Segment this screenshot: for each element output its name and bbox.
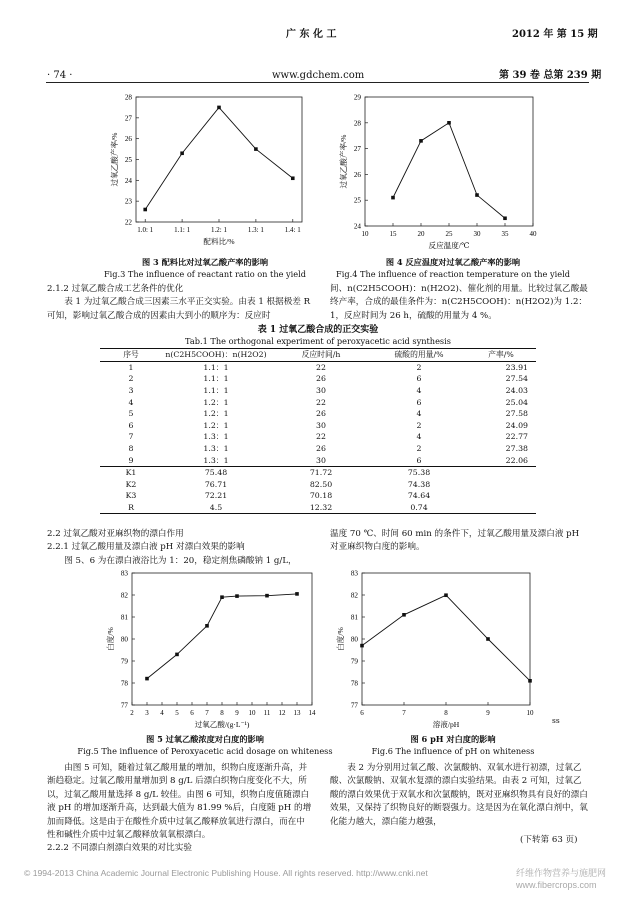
journal-url: www.gdchem.com xyxy=(272,70,365,81)
table-cell: 12.32 xyxy=(309,503,333,513)
table-cell: 2 xyxy=(416,362,422,372)
y-tick-label: 78 xyxy=(350,679,358,688)
y-tick-label: 81 xyxy=(350,613,358,622)
series-line xyxy=(393,123,505,218)
x-tick-label: 14 xyxy=(308,709,316,717)
plot-frame xyxy=(132,573,312,705)
table-k-row xyxy=(100,466,536,478)
y-tick-label: 24 xyxy=(353,222,361,231)
table-row xyxy=(100,420,536,432)
y-tick-label: 77 xyxy=(120,701,128,710)
x-tick-label: 3 xyxy=(145,709,149,717)
x-tick-label: 1.1: 1 xyxy=(174,226,191,234)
x-tick-label: 4 xyxy=(160,709,164,717)
table-row xyxy=(100,396,536,408)
table-row xyxy=(100,408,536,420)
ss-mark: ss xyxy=(552,716,560,725)
table-cell: 4 xyxy=(416,432,422,442)
y-tick-label: 80 xyxy=(350,635,358,644)
data-point xyxy=(486,637,490,641)
figure-4-caption-cn: 图 4 反应温度对过氧乙酸产率的影响 xyxy=(385,257,521,267)
table-row xyxy=(100,373,536,385)
figure-4-caption-en: Fig.4 The influence of reaction temperature on the yield xyxy=(336,269,570,279)
data-point xyxy=(419,139,423,143)
series-line xyxy=(145,107,293,209)
table-cell: K3 xyxy=(125,491,137,501)
x-tick-label: 11 xyxy=(263,709,271,717)
right-section-2-2-1: 温度 70 ℃、时间 60 min 的条件下，过氧乙酸用量及漂白液 pH 对亚麻织物白度的影响。 xyxy=(330,529,580,553)
x-tick-label: 1.4: 1 xyxy=(284,226,301,234)
x-tick-label: 1.2: 1 xyxy=(211,226,227,234)
data-point xyxy=(444,593,448,597)
x-tick-label: 6 xyxy=(190,709,194,717)
data-point xyxy=(180,151,184,155)
figure-6-chart xyxy=(332,566,544,736)
table-cell xyxy=(466,466,536,478)
table-cell: 30 xyxy=(316,420,326,430)
data-point xyxy=(235,594,239,598)
continued-note: (下转第 63 页) xyxy=(520,835,578,845)
table-cell: 22 xyxy=(316,362,326,372)
y-tick-label: 83 xyxy=(120,569,128,578)
table-cell: 2 xyxy=(128,374,134,384)
figure-4-caption xyxy=(318,256,588,280)
discussion-paragraph: 由图 5 可知，随着过氧乙酸用量的增加，织物白度逐渐升高，并渐趋稳定。过氧乙酸用量增加到 8 g/L 后漂白织物白度变化不大，所以，过氧乙酸用量选择 8 g/L 较佳。由图 6 可知，织物白度值随漂白液 pH 的增加逐渐升高，达到最大值为 81.99 %后，白度随 pH 的增加而降低。这是由于在酸性介质中过氧乙酸释放氧进行漂白，而在中性和碱性介质中过氧乙酸释放氧氧根漂白。 xyxy=(47,763,312,841)
table-cell: K1 xyxy=(125,468,137,478)
y-tick-label: 79 xyxy=(120,657,128,666)
x-tick-label: 9 xyxy=(486,709,490,717)
x-tick-label: 25 xyxy=(445,230,453,238)
plot-frame xyxy=(136,97,302,222)
table-cell: 27.58 xyxy=(505,409,528,419)
x-axis-label: 溶液/pH xyxy=(432,720,460,729)
data-point xyxy=(145,677,149,681)
table-cell: 6 xyxy=(128,420,134,430)
table-cell: 27.38 xyxy=(505,444,528,454)
table-row xyxy=(100,431,536,443)
table-cell: 1.3：1 xyxy=(203,455,229,465)
figure-6-caption-cn: 图 6 pH 对白度的影响 xyxy=(410,734,496,744)
table-cell: 9 xyxy=(128,455,134,465)
table-cell: 26 xyxy=(316,409,326,419)
data-point xyxy=(447,121,451,125)
left-bottom-text xyxy=(47,762,313,856)
table-1 xyxy=(100,348,536,514)
table-cell: 26 xyxy=(316,374,326,384)
table-cell: 0.74 xyxy=(410,503,428,513)
plot-frame xyxy=(365,97,533,226)
x-tick-label: 13 xyxy=(293,709,301,717)
y-axis-label: 过氧乙酸产率/% xyxy=(339,134,348,189)
table-cell xyxy=(466,479,536,491)
table-header-ratio: n(C2H5COOH)：n(H2O2) xyxy=(165,350,267,360)
table-cell: 4 xyxy=(128,397,134,407)
table-row xyxy=(100,443,536,455)
y-tick-label: 23 xyxy=(124,197,132,206)
table-cell: 1.1：1 xyxy=(203,362,229,372)
table-cell: 6 xyxy=(416,374,422,384)
y-tick-label: 29 xyxy=(353,93,361,102)
section-2-1-2-heading: 2.1.2 过氧乙酸合成工艺条件的优化 xyxy=(47,284,184,294)
data-point xyxy=(291,176,295,180)
section-2-2-2-heading: 2.2.2 不同漂白剂漂白效果的对比实验 xyxy=(47,843,192,854)
x-tick-label: 10 xyxy=(248,709,256,717)
x-tick-label: 8 xyxy=(444,709,448,717)
table-cell: 71.72 xyxy=(309,468,333,478)
table-1-title-cn: 表 1 过氧乙酸合成的正交实验 xyxy=(257,325,379,335)
year-issue: 2012 年 第 15 期 xyxy=(512,29,598,40)
table-cell: 74.38 xyxy=(407,479,431,489)
x-tick-label: 2 xyxy=(130,709,134,717)
data-point xyxy=(528,679,532,683)
table-cell: 76.71 xyxy=(204,479,228,489)
x-tick-label: 30 xyxy=(473,230,481,238)
data-point xyxy=(391,196,395,200)
y-tick-label: 82 xyxy=(120,591,128,600)
table-cell: 1.2：1 xyxy=(203,420,229,430)
table-cell: R xyxy=(128,503,134,513)
data-point xyxy=(295,592,299,596)
figure-6-caption-en: Fig.6 The influence of pH on whiteness xyxy=(371,746,535,756)
y-tick-label: 77 xyxy=(350,701,358,710)
table-row xyxy=(100,385,536,397)
x-tick-label: 1.3: 1 xyxy=(247,226,264,234)
table-2-paragraph: 表 2 为分别用过氧乙酸、次氯酸钠、双氧水进行初漂，过氧乙酸、次氯酸钠、双氧水复漂的漂白实验结果。由表 2 可知，过氧乙酸的漂白效果优于双氧水和次氯酸钠，既对亚麻织物具有良好的漂白效果，又保持了织物良好的断裂强力。这是因为在氧化漂白剂中，氧化能力越大，漂白能力越强， xyxy=(330,763,588,827)
data-point xyxy=(254,147,258,151)
volume-info: 第 39 卷 总第 239 期 xyxy=(499,70,602,81)
table-cell: 6 xyxy=(416,455,422,465)
table-cell: 24.09 xyxy=(505,420,528,430)
table-cell: 1.1：1 xyxy=(203,374,229,384)
figure-5-caption xyxy=(60,733,350,757)
x-tick-label: 40 xyxy=(529,230,537,238)
x-axis-label: 反应温度/℃ xyxy=(428,241,470,250)
series-line xyxy=(147,594,297,679)
table-cell: 22 xyxy=(316,432,326,442)
figure-3-chart xyxy=(98,87,313,255)
x-tick-label: 35 xyxy=(501,230,509,238)
table-cell: 75.48 xyxy=(204,468,228,478)
data-point xyxy=(220,595,224,599)
table-cell: 7 xyxy=(128,432,134,442)
y-tick-label: 80 xyxy=(120,635,128,644)
table-cell: 25.04 xyxy=(505,397,528,407)
y-tick-label: 82 xyxy=(350,591,358,600)
data-point xyxy=(143,208,147,212)
x-tick-label: 1.0: 1 xyxy=(137,226,154,234)
watermark-text: 纤维作物营养与施肥网 xyxy=(516,868,607,878)
y-axis-label: 白度/% xyxy=(106,627,115,651)
x-tick-label: 12 xyxy=(278,709,286,717)
table-cell: 1.1：1 xyxy=(203,386,229,396)
figure-6-caption xyxy=(318,733,588,757)
header-rule xyxy=(46,82,589,83)
y-tick-label: 25 xyxy=(353,196,361,205)
section-2-2-1-body: 图 5、6 为在漂白液浴比为 1：20，稳定剂焦磷酸钠 1 g/L， xyxy=(64,555,297,566)
table-cell: 27.54 xyxy=(505,374,528,384)
right-bottom-text xyxy=(330,762,588,829)
y-tick-label: 25 xyxy=(124,156,132,164)
x-tick-label: 7 xyxy=(205,709,209,717)
table-cell: 75.38 xyxy=(407,468,431,478)
y-tick-label: 79 xyxy=(350,657,358,666)
section-2-1-2 xyxy=(47,283,311,323)
table-cell: 8 xyxy=(128,444,134,454)
table-cell: 1 xyxy=(128,362,134,372)
table-cell: 24.03 xyxy=(505,386,528,396)
x-tick-label: 8 xyxy=(220,709,224,717)
table-cell: 22.77 xyxy=(505,432,528,442)
table-cell xyxy=(466,490,536,502)
data-point xyxy=(175,653,179,657)
table-header-time: 反应时间/h xyxy=(301,350,341,360)
figure-4-chart xyxy=(335,87,550,255)
figure-3-caption-cn: 图 3 配料比对过氧乙酸产率的影响 xyxy=(141,257,269,267)
data-point xyxy=(402,613,406,617)
table-cell: 23.91 xyxy=(505,362,528,372)
data-point xyxy=(360,644,364,648)
table-cell: 2 xyxy=(416,420,422,430)
table-header-acid: 硫酸的用量/% xyxy=(394,350,444,360)
table-cell xyxy=(466,502,536,514)
table-cell: 5 xyxy=(128,409,134,419)
series-line xyxy=(362,595,530,681)
y-tick-label: 26 xyxy=(124,135,132,144)
y-tick-label: 78 xyxy=(120,679,128,688)
y-tick-label: 26 xyxy=(353,170,361,179)
x-tick-label: 20 xyxy=(417,230,425,238)
table-header-yield: 产率/% xyxy=(488,350,514,360)
x-tick-label: 5 xyxy=(175,709,179,717)
table-row xyxy=(100,454,536,466)
x-tick-label: 6 xyxy=(360,709,364,717)
table-cell: 3 xyxy=(128,386,134,396)
table-cell: 30 xyxy=(316,386,326,396)
table-cell: 4 xyxy=(416,386,422,396)
table-cell: 1.2：1 xyxy=(203,397,229,407)
right-column-continued: 间、n(C2H5COOH)：n(H2O2)、催化剂的用量。比较过氧乙酸最终产率，合成的最佳条件为：n(C2H5COOH)：n(H2O2)为 1.2：1，反应时间为 26 h，硫酸的用量为 4 %。 xyxy=(330,284,588,321)
page-number: · 74 · xyxy=(47,70,73,81)
y-tick-label: 27 xyxy=(353,145,361,154)
figure-5-chart xyxy=(96,566,324,736)
x-axis-label: 配料比/% xyxy=(203,237,235,246)
x-tick-label: 7 xyxy=(402,709,406,717)
data-point xyxy=(265,594,269,598)
figure-3-caption xyxy=(70,256,340,280)
table-header-index: 序号 xyxy=(123,350,139,360)
section-2-2 xyxy=(47,528,313,568)
x-tick-label: 10 xyxy=(526,709,534,717)
table-cell: 4 xyxy=(416,409,422,419)
x-tick-label: 10 xyxy=(361,230,369,238)
y-tick-label: 28 xyxy=(124,93,132,102)
table-cell: 74.64 xyxy=(407,491,431,501)
table-cell: 1.2：1 xyxy=(203,409,229,419)
table-cell: 1.3：1 xyxy=(203,432,229,442)
table-cell: 30 xyxy=(316,455,326,465)
table-cell: 4.5 xyxy=(209,503,223,513)
plot-frame xyxy=(362,573,530,705)
table-k-row xyxy=(100,502,536,514)
section-2-2-1-heading: 2.2.1 过氧乙酸用量及漂白液 pH 对漂白效果的影响 xyxy=(47,542,245,553)
copyright-footer: © 1994-2013 China Academic Journal Electronic Publishing House. All rights reserved. http://www.cnki.net xyxy=(24,868,428,878)
data-point xyxy=(217,106,221,110)
table-cell: 6 xyxy=(416,397,422,407)
table-row xyxy=(100,361,536,373)
table-k-row xyxy=(100,479,536,491)
y-tick-label: 81 xyxy=(120,613,128,622)
y-axis-label: 过氧乙酸产率/% xyxy=(110,132,119,187)
y-tick-label: 22 xyxy=(124,218,132,227)
table-cell: 70.18 xyxy=(309,491,333,501)
x-tick-label: 15 xyxy=(389,230,397,238)
table-cell: 26 xyxy=(316,444,326,454)
table-cell: 82.50 xyxy=(309,479,333,489)
x-tick-label: 9 xyxy=(235,709,239,717)
watermark-url: www.fibercrops.com xyxy=(516,880,597,890)
table-1-title xyxy=(100,325,536,347)
y-tick-label: 28 xyxy=(353,119,361,128)
figure-5-caption-en: Fig.5 The influence of Peroxyacetic acid dosage on whiteness xyxy=(77,746,333,756)
table-k-row xyxy=(100,490,536,502)
section-2-2-heading: 2.2 过氧乙酸对亚麻织物的漂白作用 xyxy=(47,529,184,539)
table-cell: 22 xyxy=(316,397,326,407)
data-point xyxy=(205,624,209,628)
orthogonal-table xyxy=(100,348,536,514)
journal-name: 广 东 化 工 xyxy=(286,29,337,40)
data-point xyxy=(503,216,507,220)
table-cell: 2 xyxy=(416,444,422,454)
table-cell: 1.3：1 xyxy=(203,444,229,454)
x-axis-label: 过氧乙酸/(g·L⁻¹) xyxy=(194,720,250,729)
y-axis-label: 白度/% xyxy=(336,627,345,651)
data-point xyxy=(475,193,479,197)
figure-3-caption-en: Fig.3 The influence of reactant ratio on the yield xyxy=(103,269,307,279)
section-2-1-2-body: 表 1 为过氧乙酸合成三因素三水平正交实验。由表 1 根据极差 R 可知，影响过氧乙酸合成的因素由大到小的顺序为：反应时 xyxy=(47,297,311,321)
table-cell: 22.06 xyxy=(505,455,528,465)
y-tick-label: 27 xyxy=(124,114,132,123)
table-1-title-en: Tab.1 The orthogonal experiment of peroxyacetic acid synthesis xyxy=(185,336,451,346)
y-tick-label: 24 xyxy=(124,176,132,185)
table-cell: K2 xyxy=(125,479,137,489)
table-cell: 72.21 xyxy=(204,491,228,501)
y-tick-label: 83 xyxy=(350,569,358,578)
figure-5-caption-cn: 图 5 过氧乙酸浓度对白度的影响 xyxy=(146,734,264,744)
